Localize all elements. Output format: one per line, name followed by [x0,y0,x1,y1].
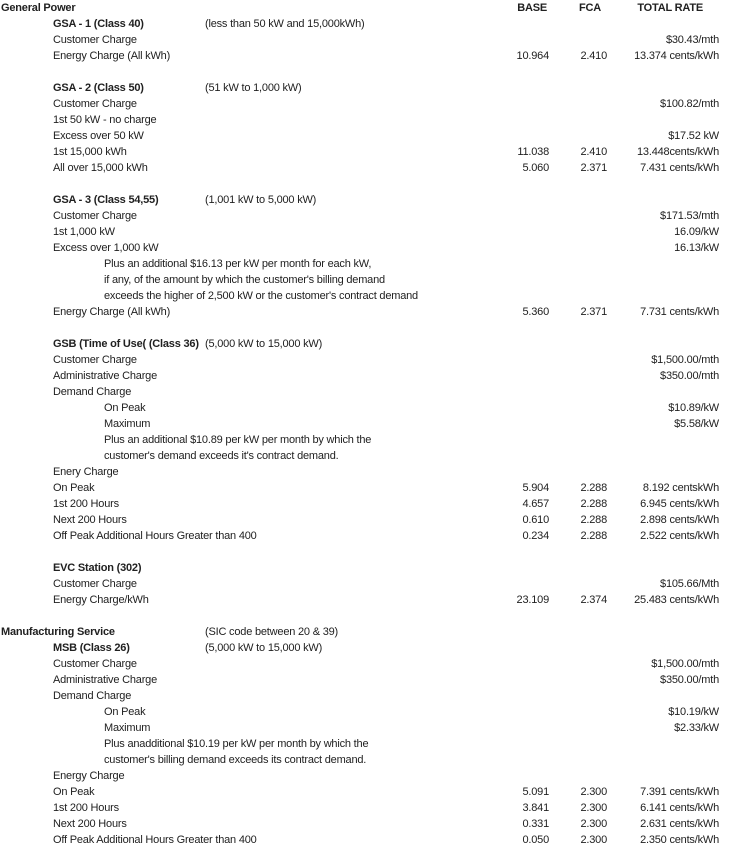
total-rate-value [607,256,719,272]
total-rate-value: $30.43/mth [665,34,719,46]
row-label: Demand Charge [53,690,132,702]
fca-value: 2.374 [580,594,607,606]
row-label: All over 15,000 kWh [53,162,148,174]
total-rate-value: $350.00/mth [660,370,719,382]
row-label: Administrative Charge [53,674,158,686]
total-rate-value [607,112,719,128]
base-value [469,352,549,368]
fca-value [549,752,607,768]
fca-value [549,16,607,32]
table-row [0,592,719,608]
header-row [0,0,719,16]
table-row [0,512,719,528]
table-row [0,784,719,800]
base-value [469,576,549,592]
row-label: Plus anadditional $10.19 per kW per month by which the [104,738,369,750]
row-label: On Peak [104,402,146,414]
table-row [0,768,719,784]
fca-value [549,672,607,688]
total-rate-value [607,736,719,752]
table-row [0,112,719,128]
base-value [469,112,549,128]
row-label: Customer Charge [53,658,137,670]
total-rate-value: 25.483 cents/kWh [634,594,719,606]
total-rate-value [607,384,719,400]
row-label: 1st 15,000 kWh [53,146,127,158]
spacer-row [0,176,719,192]
table-row [0,192,719,208]
row-label: Customer Charge [53,98,137,110]
total-rate-value [607,448,719,464]
fca-value [549,32,607,48]
fca-value [549,224,607,240]
fca-value [549,256,607,272]
table-row [0,496,719,512]
row-label: Energy Charge (All kWh) [53,50,171,62]
fca-value: 2.371 [580,162,607,174]
total-rate-value: $2.33/kW [674,722,719,734]
table-row [0,720,719,736]
fca-value [549,688,607,704]
total-rate-value: $5.58/kW [674,418,719,430]
section-heading: Manufacturing Service (SIC code between 20 & 39) [1,626,338,638]
section-heading: GSB (Time of Use( (Class 36) (5,000 kW to 15,000 kW) [53,338,323,350]
fca-value [549,464,607,480]
base-value [469,384,549,400]
total-rate-value: $171.53/mth [660,210,719,222]
base-value: 23.109 [516,594,549,606]
row-label: exceeds the higher of 2,500 kW or the customer's contract demand [104,290,418,302]
fca-value: 2.410 [580,50,607,62]
table-row [0,528,719,544]
fca-value [549,96,607,112]
fca-value: 2.288 [580,482,607,494]
base-value [469,128,549,144]
fca-value [549,432,607,448]
base-value [469,640,549,656]
base-value [469,272,549,288]
table-row [0,800,719,816]
total-rate-value [607,192,719,208]
total-rate-value: 2.350 cents/kWh [640,834,719,846]
base-value [469,336,549,352]
fca-value [549,656,607,672]
total-rate-value: $17.52 kW [668,130,719,142]
row-label: Off Peak Additional Hours Greater than 400 [53,834,257,846]
section-heading: GSA - 3 (Class 54,55) (1,001 kW to 5,000 kW) [53,194,317,206]
fca-value [549,272,607,288]
row-label: Demand Charge [53,386,132,398]
base-value [469,256,549,272]
base-value [469,624,549,640]
section-heading: MSB (Class 26) (5,000 kW to 15,000 kW) [53,642,323,654]
fca-value: 2.410 [580,146,607,158]
base-value: 0.331 [522,818,549,830]
fca-value [549,384,607,400]
table-row [0,288,719,304]
fca-value: 2.288 [580,514,607,526]
row-description: (less than 50 kW and 15,000kWh) [205,18,365,30]
row-label: On Peak [104,706,146,718]
base-value [469,768,549,784]
table-row [0,48,719,64]
fca-value [549,128,607,144]
table-row [0,368,719,384]
spacer-row [0,320,719,336]
fca-value [549,448,607,464]
total-rate-value [607,16,719,32]
table-row [0,240,719,256]
fca-value [549,576,607,592]
table-row [0,704,719,720]
table-row [0,688,719,704]
fca-value: 2.300 [580,802,607,814]
table-row [0,144,719,160]
base-value [469,464,549,480]
total-rate-value: 8.192 centskWh [642,482,719,494]
row-label: customer's billing demand exceeds its contract demand. [104,754,367,766]
total-rate-value [607,688,719,704]
base-value [469,400,549,416]
table-row [0,224,719,240]
row-label: 1st 200 Hours [53,498,119,510]
row-label: Next 200 Hours [53,818,127,830]
fca-value [549,624,607,640]
row-label: On Peak [53,786,95,798]
fca-value [549,736,607,752]
fca-value [549,720,607,736]
row-description: (51 kW to 1,000 kW) [205,82,302,94]
row-label: 1st 200 Hours [53,802,119,814]
base-value [469,672,549,688]
row-label: Plus an additional $16.13 per kW per month for each kW, [104,258,372,270]
table-row [0,816,719,832]
base-value [469,416,549,432]
section-heading: GSA - 1 (Class 40) (less than 50 kW and 15,000kWh) [53,18,365,30]
table-row [0,576,719,592]
section-heading: GSA - 2 (Class 50) (51 kW to 1,000 kW) [53,82,302,94]
table-row [0,656,719,672]
base-value: 0.234 [522,530,549,542]
table-row [0,352,719,368]
base-value: 11.038 [517,146,549,158]
table-row [0,160,719,176]
fca-value [549,80,607,96]
table-row [0,16,719,32]
table-row [0,384,719,400]
total-rate-value: 7.731 cents/kWh [640,306,719,318]
section-heading: EVC Station (302) [53,562,142,574]
row-label: Customer Charge [53,34,137,46]
base-value [469,560,549,576]
table-row [0,416,719,432]
row-label: Next 200 Hours [53,514,127,526]
row-label: 1st 50 kW - no charge [53,114,157,126]
row-label: if any, of the amount by which the customer's billing demand [104,274,385,286]
row-label: Customer Charge [53,578,137,590]
row-description: (5,000 kW to 15,000 kW) [205,642,323,654]
fca-value [549,352,607,368]
fca-value [549,640,607,656]
total-rate-value [607,464,719,480]
total-rate-value: 2.898 cents/kWh [640,514,719,526]
base-value [469,96,549,112]
table-row [0,96,719,112]
row-label: Excess over 50 kW [53,130,144,142]
row-label: Enery Charge [53,466,119,478]
fca-value [549,704,607,720]
base-value [469,32,549,48]
total-rate-value: $105.66/Mth [660,578,719,590]
fca-value [549,368,607,384]
base-value: 3.841 [522,802,549,814]
base-value: 4.657 [522,498,549,510]
total-rate-value [607,288,719,304]
fca-value [549,112,607,128]
fca-value [549,560,607,576]
row-label: Administrative Charge [53,370,158,382]
total-rate-value: $1,500.00/mth [651,354,719,366]
base-value: 5.060 [522,162,549,174]
fca-value [549,240,607,256]
table-row [0,80,719,96]
table-row [0,832,719,846]
total-rate-value: $10.19/kW [668,706,719,718]
base-value [469,192,549,208]
column-header-fca: FCA [578,2,601,14]
base-value [469,288,549,304]
spacer-row [0,608,719,624]
row-label: Maximum [104,722,151,734]
table-row [0,560,719,576]
fca-value: 2.300 [580,818,607,830]
total-rate-value: 16.13/kW [674,242,719,254]
total-rate-value [607,336,719,352]
total-rate-value [607,80,719,96]
base-value: 5.091 [522,786,549,798]
fca-value [549,192,607,208]
total-rate-value [607,432,719,448]
fca-value [549,768,607,784]
total-rate-value [607,640,719,656]
base-value: 0.050 [522,834,549,846]
row-description: (1,001 kW to 5,000 kW) [205,194,317,206]
base-value: 10.964 [516,50,549,62]
row-label: Energy Charge/kWh [53,594,149,606]
table-row [0,272,719,288]
fca-value [549,208,607,224]
row-label: Energy Charge [53,770,125,782]
base-value [469,656,549,672]
base-value [469,80,549,96]
table-row [0,480,719,496]
base-value [469,368,549,384]
table-row [0,464,719,480]
row-label: 1st 1,000 kW [53,226,115,238]
column-header-total-rate: TOTAL RATE [637,2,703,14]
total-rate-value: $10.89/kW [668,402,719,414]
fca-value [549,416,607,432]
total-rate-value [607,752,719,768]
base-value [469,208,549,224]
table-row [0,672,719,688]
base-value [469,736,549,752]
table-row [0,624,719,640]
row-label: customer's demand exceeds it's contract demand. [104,450,339,462]
base-value [469,704,549,720]
total-rate-value [607,624,719,640]
row-label: Plus an additional $10.89 per kW per month by which the [104,434,372,446]
table-row [0,736,719,752]
row-label: Customer Charge [53,210,137,222]
table-row [0,640,719,656]
table-row [0,448,719,464]
fca-value [549,400,607,416]
table-row [0,208,719,224]
fca-value: 2.371 [580,306,607,318]
base-value [469,448,549,464]
total-rate-value: $350.00/mth [660,674,719,686]
total-rate-value: 6.141 cents/kWh [640,802,719,814]
total-rate-value: $1,500.00/mth [651,658,719,670]
base-value: 5.904 [522,482,549,494]
table-row [0,256,719,272]
row-label: On Peak [53,482,95,494]
table-row [0,336,719,352]
total-rate-value [607,272,719,288]
row-label: Off Peak Additional Hours Greater than 400 [53,530,257,542]
column-header-base: BASE [517,2,547,14]
table-row [0,128,719,144]
row-label: Excess over 1,000 kW [53,242,159,254]
base-value: 5.360 [522,306,549,318]
table-row [0,432,719,448]
total-rate-value [607,768,719,784]
fca-value: 2.288 [580,530,607,542]
base-value [469,432,549,448]
total-rate-value: 2.631 cents/kWh [640,818,719,830]
total-rate-value: 7.431 cents/kWh [640,162,719,174]
fca-value: 2.300 [580,786,607,798]
total-rate-value: 16.09/kW [674,226,719,238]
total-rate-value [607,560,719,576]
fca-value [549,288,607,304]
row-description: (SIC code between 20 & 39) [205,626,338,638]
total-rate-value: 6.945 cents/kWh [640,498,719,510]
base-value [469,224,549,240]
table-row [0,32,719,48]
base-value [469,688,549,704]
row-label: Maximum [104,418,151,430]
spacer-row [0,544,719,560]
fca-value: 2.300 [580,834,607,846]
section-heading: General Power [1,2,76,14]
base-value: 0.610 [522,514,549,526]
table-row [0,304,719,320]
total-rate-value: 7.391 cents/kWh [640,786,719,798]
base-value [469,16,549,32]
row-description: (5,000 kW to 15,000 kW) [205,338,323,350]
total-rate-value: 13.448cents/kWh [637,146,719,158]
fca-value: 2.288 [580,498,607,510]
base-value [469,240,549,256]
fca-value [549,336,607,352]
table-row [0,752,719,768]
base-value [469,720,549,736]
row-label: Energy Charge (All kWh) [53,306,171,318]
total-rate-value: 13.374 cents/kWh [634,50,719,62]
row-label: Customer Charge [53,354,137,366]
total-rate-value: $100.82/mth [660,98,719,110]
total-rate-value: 2.522 cents/kWh [640,530,719,542]
base-value [469,752,549,768]
table-row [0,400,719,416]
spacer-row [0,64,719,80]
